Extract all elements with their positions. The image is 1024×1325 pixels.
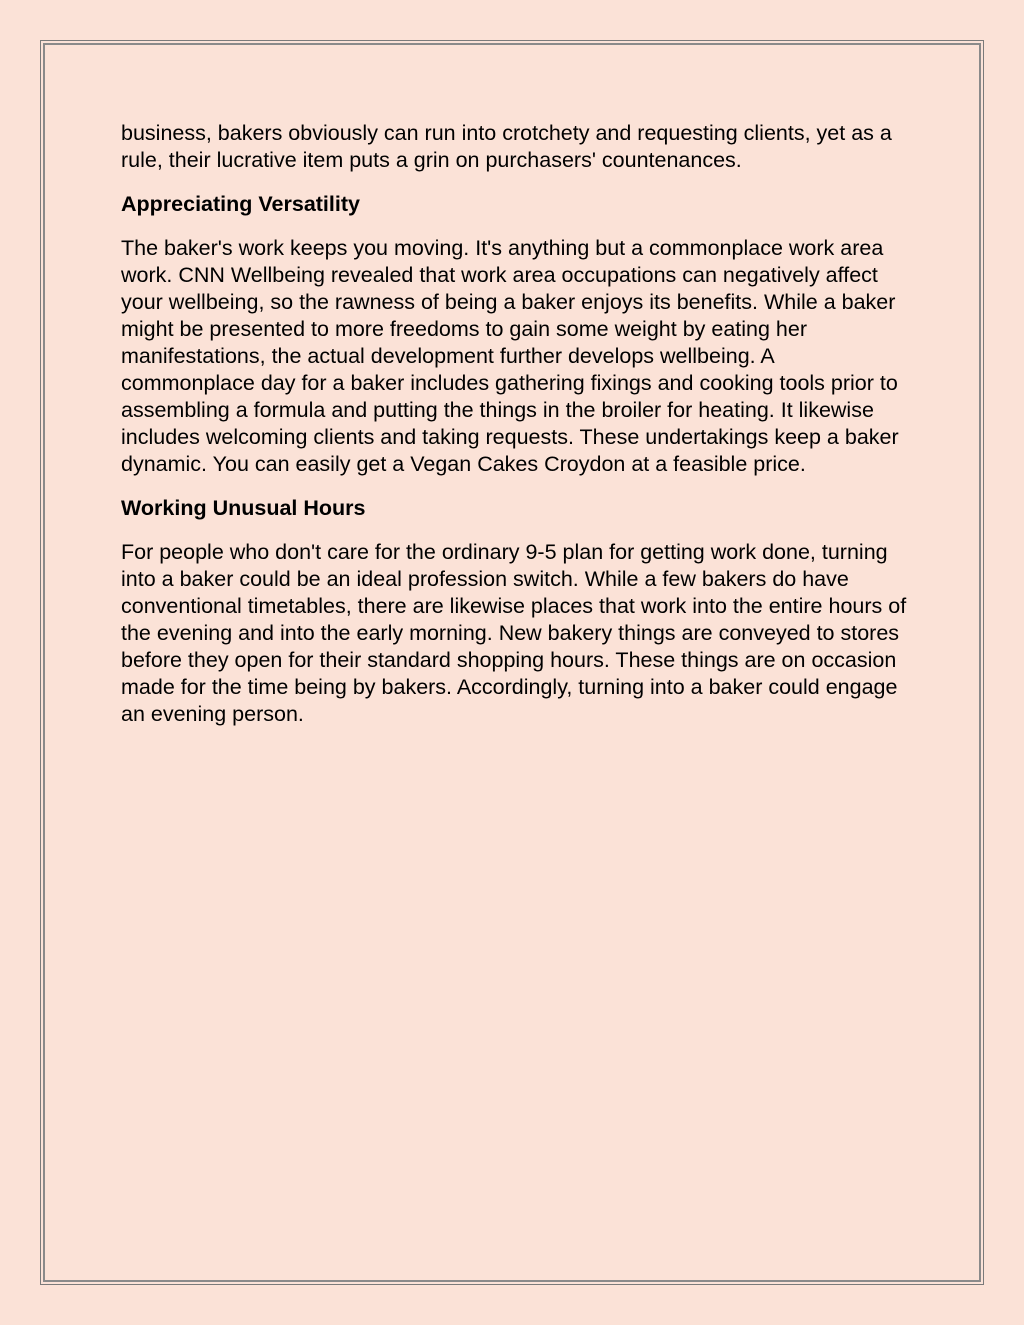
- paragraph-intro: business, bakers obviously can run into crotchety and requesting clients, yet as a rule, their lucrative item puts a grin on purchasers' countenances.: [121, 121, 892, 172]
- paragraph-hours: For people who don't care for the ordinary 9-5 plan for getting work done, turning into a baker could be an ideal profession switch. While a few bakers do have conventional timetables, there are likewise places that work into the entire hours of the evening and into the early morning. New bakery things are conveyed to stores before they open for their standard shopping hours. These things are on occasion made for the time being by bakers. Accordingly, turning into a baker could engage an evening person.: [121, 540, 907, 726]
- heading-working-unusual-hours: Working Unusual Hours: [121, 496, 366, 520]
- heading-appreciating-versatility: Appreciating Versatility: [121, 192, 360, 216]
- paragraph-versatility: The baker's work keeps you moving. It's anything but a commonplace work area work. CNN Wellbeing revealed that work area occupations can negatively affect your wellbeing, so the rawness of being a baker enjoys its benefits. While a baker might be presented to more freedoms to gain some weight by eating her manifestations, the actual development further develops wellbeing. A commonplace day for a baker includes gathering fixings and cooking tools prior to assembling a formula and putting the things in the broiler for heating. It likewise includes welcoming clients and taking requests. These undertakings keep a baker dynamic. You can easily get a Vegan Cakes Croydon at a feasible price.: [121, 236, 899, 476]
- document-body: [121, 120, 911, 728]
